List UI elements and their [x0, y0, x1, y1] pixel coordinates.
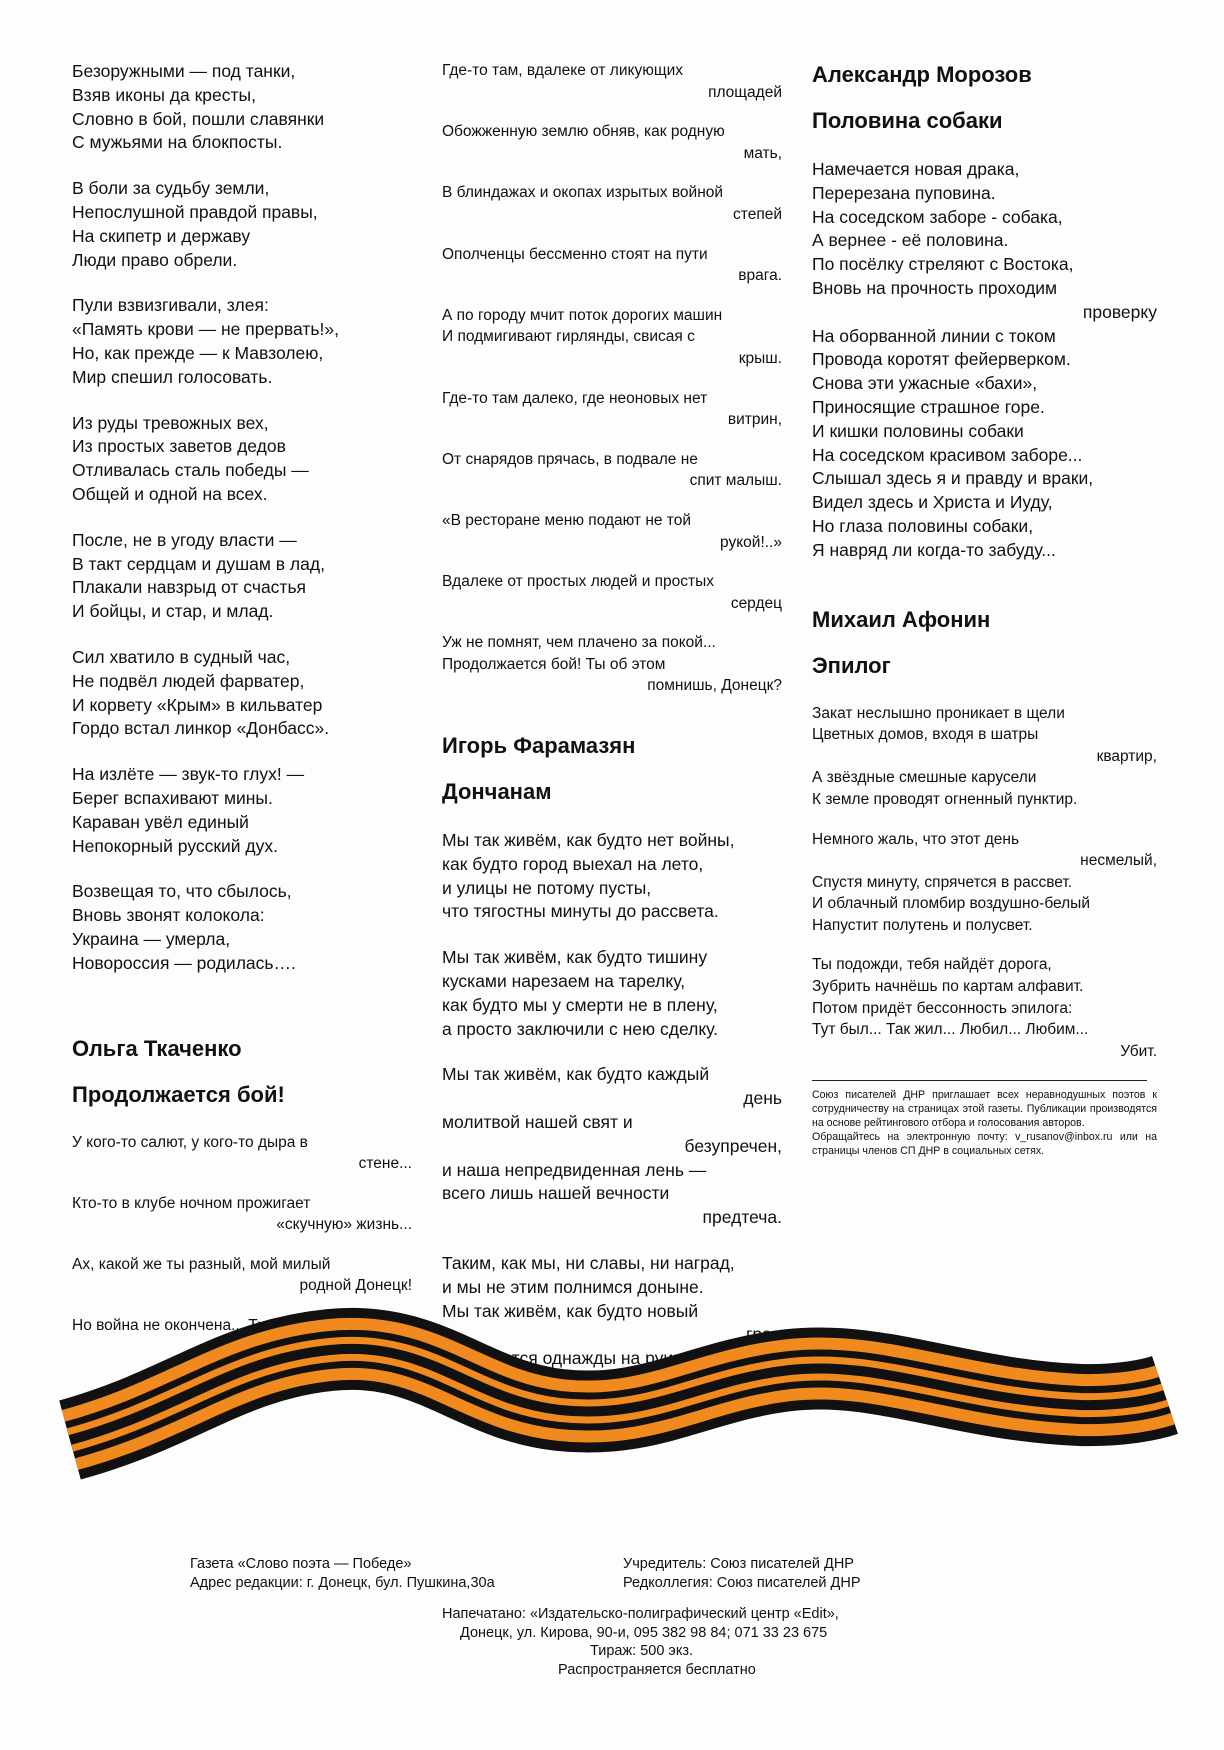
poem-line: Где-то там, вдалеке от ликующих — [442, 62, 683, 79]
poem-untitled — [72, 60, 412, 976]
poem-line: Зубрить начнёшь по картам алфавит. — [812, 978, 1084, 996]
poem-line: По посёлку стреляют с Востока, — [812, 254, 1074, 275]
poem-line: кусками нарезаем на тарелку, — [442, 971, 686, 992]
poem-line: забыл? — [358, 1338, 412, 1356]
divider-line — [812, 1080, 1147, 1081]
stanza — [72, 1132, 412, 1175]
poem-title-polovina-sobaki: Половина собаки — [812, 108, 1003, 133]
poem-line: И бойцы, и стар, и млад. — [72, 601, 274, 622]
poem-title-epilog: Эпилог — [812, 652, 891, 678]
poem-line: Убит. — [1120, 1042, 1157, 1060]
stanza — [442, 60, 782, 103]
poem-line: А по городу мчит поток дорогих машин — [442, 306, 723, 324]
poem-line: У кого-то салют, у кого-то дыра в — [72, 1133, 308, 1151]
poem-line: всего лишь нашей вечности — [442, 1183, 670, 1204]
poem-line: и улицы не потому пусты, — [442, 877, 652, 898]
poem-line: На излёте — звук-то глух! — — [72, 764, 305, 785]
poem-line: Караван увёл единый — [72, 811, 249, 832]
poem-line: И кишки половины собаки — [812, 420, 1024, 441]
circulation: Тираж: 500 экз. — [590, 1643, 694, 1659]
stanza — [442, 449, 782, 492]
poem-line: Где-то там далеко, где неоновых нет — [442, 389, 708, 407]
stanza — [72, 529, 412, 624]
poem-line: Пули взвизгивали, злея: — [72, 295, 269, 316]
poem-line: К земле проводят огненный пунктир. — [812, 790, 1078, 808]
poem-line: Словно в бой, пошли славянки — [72, 108, 325, 129]
poem-title-prodolzhaetsya-boy: Продолжается бой! — [72, 1081, 285, 1107]
poem-line: врага. — [738, 267, 782, 285]
poem-line: Мир спешил голосовать. — [72, 366, 273, 387]
poem-line: Приносящие страшное горе. — [812, 396, 1045, 417]
poem-epilog — [812, 703, 1157, 1063]
poem-line: Мы так живём, как будто тишину — [442, 947, 708, 968]
poem-line: Уж не помнят, чем плачено за покой... — [442, 634, 716, 652]
printer-address: Донецк, ул. Кирова, 90-и, 095 382 98 84; 071 33 23 675 — [460, 1624, 828, 1641]
poem-line: площадей — [708, 83, 782, 101]
stanza — [442, 571, 782, 614]
poem-line: что тягостны минуты до рассвета. — [442, 901, 719, 922]
poem-line: день — [743, 1088, 782, 1109]
stanza — [72, 763, 412, 858]
stanza — [442, 946, 782, 1041]
stanza — [442, 829, 782, 924]
stanza — [72, 60, 412, 155]
poem-line: Вновь звонят колокола: — [72, 905, 265, 926]
poem-line: витрин, — [727, 411, 782, 429]
stanza — [72, 412, 412, 507]
poem-line: квартир, — [1096, 747, 1157, 765]
poem-line: мать, — [743, 144, 782, 162]
poem-line: Снова эти ужасные «бахи», — [812, 373, 1038, 394]
poem-line: На оборванной линии с током — [812, 325, 1056, 346]
poem-line: крыш. — [738, 349, 782, 367]
poem-line: От снарядов прячась, в подвале не — [442, 450, 698, 468]
stanza — [812, 829, 1157, 937]
poem-line: Сил хватило в судный час, — [72, 646, 291, 667]
poem-line: Тут был... Так жил... Любил... Любим... — [812, 1021, 1089, 1039]
stanza — [72, 294, 412, 389]
poem-line: На соседском красивом заборе... — [812, 444, 1083, 465]
poem-line: Берег вспахивают мины. — [72, 787, 273, 808]
stanza — [812, 703, 1157, 811]
editorial-address: Адрес редакции: г. Донецк, бул. Пушкина,30а — [190, 1574, 495, 1591]
poem-line: После, не в угоду власти — — [72, 529, 297, 550]
stanza — [442, 121, 782, 164]
poem-line: Взяв иконы да кресты, — [72, 84, 256, 105]
author-faramazyan: Игорь Фарамазян — [442, 733, 636, 759]
poem-line: Ах, какой же ты разный, мой милый — [72, 1255, 331, 1273]
stanza — [442, 1063, 782, 1230]
poem-line: Из руды тревожных вех, — [72, 412, 269, 433]
poem-line: Таким, как мы, ни славы, ни наград, — [442, 1253, 735, 1274]
printed-by: Напечатано: «Издательско-полиграфический центр «Edit», — [442, 1606, 839, 1622]
poem-line: Цветных домов, входя в шатры — [812, 726, 1039, 744]
poem-line: Вновь на прочность проходим — [812, 277, 1058, 298]
stanza — [812, 954, 1157, 1062]
poem-line: безупречен, — [684, 1135, 782, 1156]
poem-line: А вернее - её половина. — [812, 230, 1009, 251]
poem-line: Продолжается бой! Ты об этом — [442, 655, 666, 673]
poem-line: В боли за судьбу земли, — [72, 178, 270, 199]
poem-line: а просто заключили с нею сделку. — [442, 1018, 719, 1039]
poem-line: Намечается новая драка, — [812, 159, 1020, 179]
poem-line: Кто-то в клубе ночном прожигает — [72, 1194, 311, 1212]
stanza — [72, 880, 412, 975]
poem-line: На соседском заборе - собака, — [812, 206, 1063, 227]
stanza — [72, 1193, 412, 1236]
stanza — [442, 388, 782, 431]
poem-polovina-sobaki — [812, 158, 1157, 563]
poem-line: поднимется однажды на руине. — [442, 1348, 698, 1369]
column-1 — [72, 60, 412, 1376]
poem-line: Непослушной правдой правы, — [72, 201, 318, 222]
poem-line: «В ресторане меню подают не той — [442, 511, 692, 529]
poem-line: Мы так живём, как будто новый — [442, 1300, 699, 1321]
poem-line: Видел здесь и Христа и Иуду, — [812, 492, 1053, 513]
poem-title-donchanam: Дончанам — [442, 779, 552, 805]
poem-line: Украина — умерла, — [72, 928, 231, 949]
poem-line: град — [745, 1324, 782, 1345]
poem-line: Потом придёт бессонность эпилога: — [812, 999, 1073, 1017]
st-george-ribbon — [0, 1290, 1224, 1490]
poem-line: Мы так живём, как будто каждый — [442, 1064, 710, 1085]
editorial-board: Редколлегия: Союз писателей ДНР — [623, 1574, 861, 1591]
poem-line: Не подвёл людей фарватер, — [72, 670, 305, 691]
poem-line: степей — [733, 205, 782, 223]
poem-line: Но война не окончена... Ты ещё не — [72, 1317, 325, 1335]
column-2 — [442, 60, 782, 1393]
poem-line: Провода коротят фейерверком. — [812, 349, 1071, 370]
footer-left — [190, 1555, 495, 1592]
stanza — [72, 646, 412, 741]
poem-line: На скипетр и державу — [72, 225, 251, 246]
poem-line: предтеча. — [702, 1207, 782, 1228]
poem-line: Немного жаль, что этот день — [812, 830, 1020, 848]
poem-line: Перерезана пуповина. — [812, 182, 996, 203]
poem-line: «Память крови — не прервать!», — [72, 319, 339, 340]
poem-line: спит малыш. — [689, 472, 782, 490]
poem-continuation — [442, 60, 782, 697]
poem-line: Обожженную землю обняв, как родную — [442, 123, 725, 141]
poem-line: Но, как прежде — к Мавзолею, — [72, 342, 324, 363]
poem-line: Общей и одной на всех. — [72, 483, 268, 504]
poem-line: С мужьями на блокпосты. — [72, 132, 283, 153]
poem-line: сердец — [730, 594, 782, 612]
poem-line: И подмигивают гирлянды, свисая с — [442, 328, 695, 346]
column-3 — [812, 60, 1157, 1158]
stanza — [442, 182, 782, 225]
poem-line: И облачный пломбир воздушно-белый — [812, 895, 1090, 913]
poem-line: Закат неслышно проникает в щели — [812, 704, 1065, 722]
stanza — [442, 305, 782, 370]
author-tkachenko: Ольга Ткаченко — [72, 1035, 242, 1061]
poem-line: Ты подожди, тебя найдёт дорога, — [812, 956, 1052, 974]
poem-line: Отливалась сталь победы — — [72, 460, 309, 481]
poem-line: Плакали навзрыд от счастья — [72, 577, 307, 598]
poem-line: Я навряд ли когда-то забуду... — [812, 539, 1056, 560]
poem-line: В блиндажах и окопах изрытых войной — [442, 184, 724, 202]
distribution: Распространяется бесплатно — [558, 1661, 756, 1678]
footer-right — [623, 1555, 861, 1592]
stanza — [442, 510, 782, 553]
poem-line: Гордо встал линкор «Донбасс». — [72, 718, 330, 739]
poem-line: Слышал здесь я и правду и враки, — [812, 468, 1094, 489]
poem-line: Ополченцы бессменно стоят на пути — [442, 245, 708, 263]
poem-line: как будто мы у смерти не в плену, — [442, 994, 718, 1015]
poem-line: Спустя минуту, спрячется в рассвет. — [812, 873, 1073, 891]
poem-line: и наша непредвиденная лень — — [442, 1159, 707, 1180]
footer-print-info — [442, 1605, 922, 1679]
editorial-note: Союз писателей ДНР приглашает всех неравнодушных поэтов к сотрудничеству на страницах этой газеты. Публикации производятся на основе рейтингового отбора и голосования авторов. — [812, 1089, 1157, 1130]
poem-line: И корвету «Крым» в кильватер — [72, 694, 323, 715]
poem-line: Непокорный русский дух. — [72, 835, 279, 856]
poem-line: Новороссия — родилась…. — [72, 952, 296, 973]
poem-line: родной Донецк! — [299, 1277, 412, 1295]
poem-line: Из простых заветов дедов — [72, 436, 286, 457]
contact-note: Обращайтесь на электронную почту: v_rusanov@inbox.ru или на страницы членов СП ДНР в социальных сетях. — [812, 1130, 1157, 1157]
poem-line: «скучную» жизнь... — [276, 1216, 412, 1234]
poem-line: В такт сердцам и душам в лад, — [72, 553, 325, 574]
poem-line: помнишь, Донецк? — [647, 677, 782, 695]
poem-line: Мы так живём, как будто нет войны, — [442, 830, 735, 851]
newspaper-name: Газета «Слово поэта — Победе» — [190, 1556, 412, 1572]
poem-line: рукой!..» — [720, 533, 782, 551]
poem-line: Люди право обрели. — [72, 249, 238, 270]
poem-line: молитвой нашей свят и — [442, 1112, 633, 1133]
poem-line: Вдалеке от простых людей и простых — [442, 573, 715, 591]
author-morozov: Александр Морозов — [812, 62, 1032, 87]
stanza — [442, 632, 782, 697]
stanza — [72, 177, 412, 272]
poem-line: стене... — [358, 1155, 412, 1173]
poem-line: А звёздные смешные карусели — [812, 769, 1037, 787]
founder: Учредитель: Союз писателей ДНР — [623, 1556, 854, 1572]
poem-line: Но глаза половины собаки, — [812, 515, 1034, 536]
poem-line: Безоружными — под танки, — [72, 61, 296, 81]
poem-line: Напустит полутень и полусвет. — [812, 916, 1033, 934]
poem-line: несмелый, — [1080, 852, 1157, 870]
poem-line: проверку — [1082, 301, 1157, 322]
stanza — [442, 244, 782, 287]
author-afonin: Михаил Афонин — [812, 606, 991, 632]
poem-line: Возвещая то, что сбылось, — [72, 881, 292, 902]
poem-line: и мы не этим полнимся доныне. — [442, 1276, 704, 1297]
poem-line: как будто город выехал на лето, — [442, 853, 704, 874]
